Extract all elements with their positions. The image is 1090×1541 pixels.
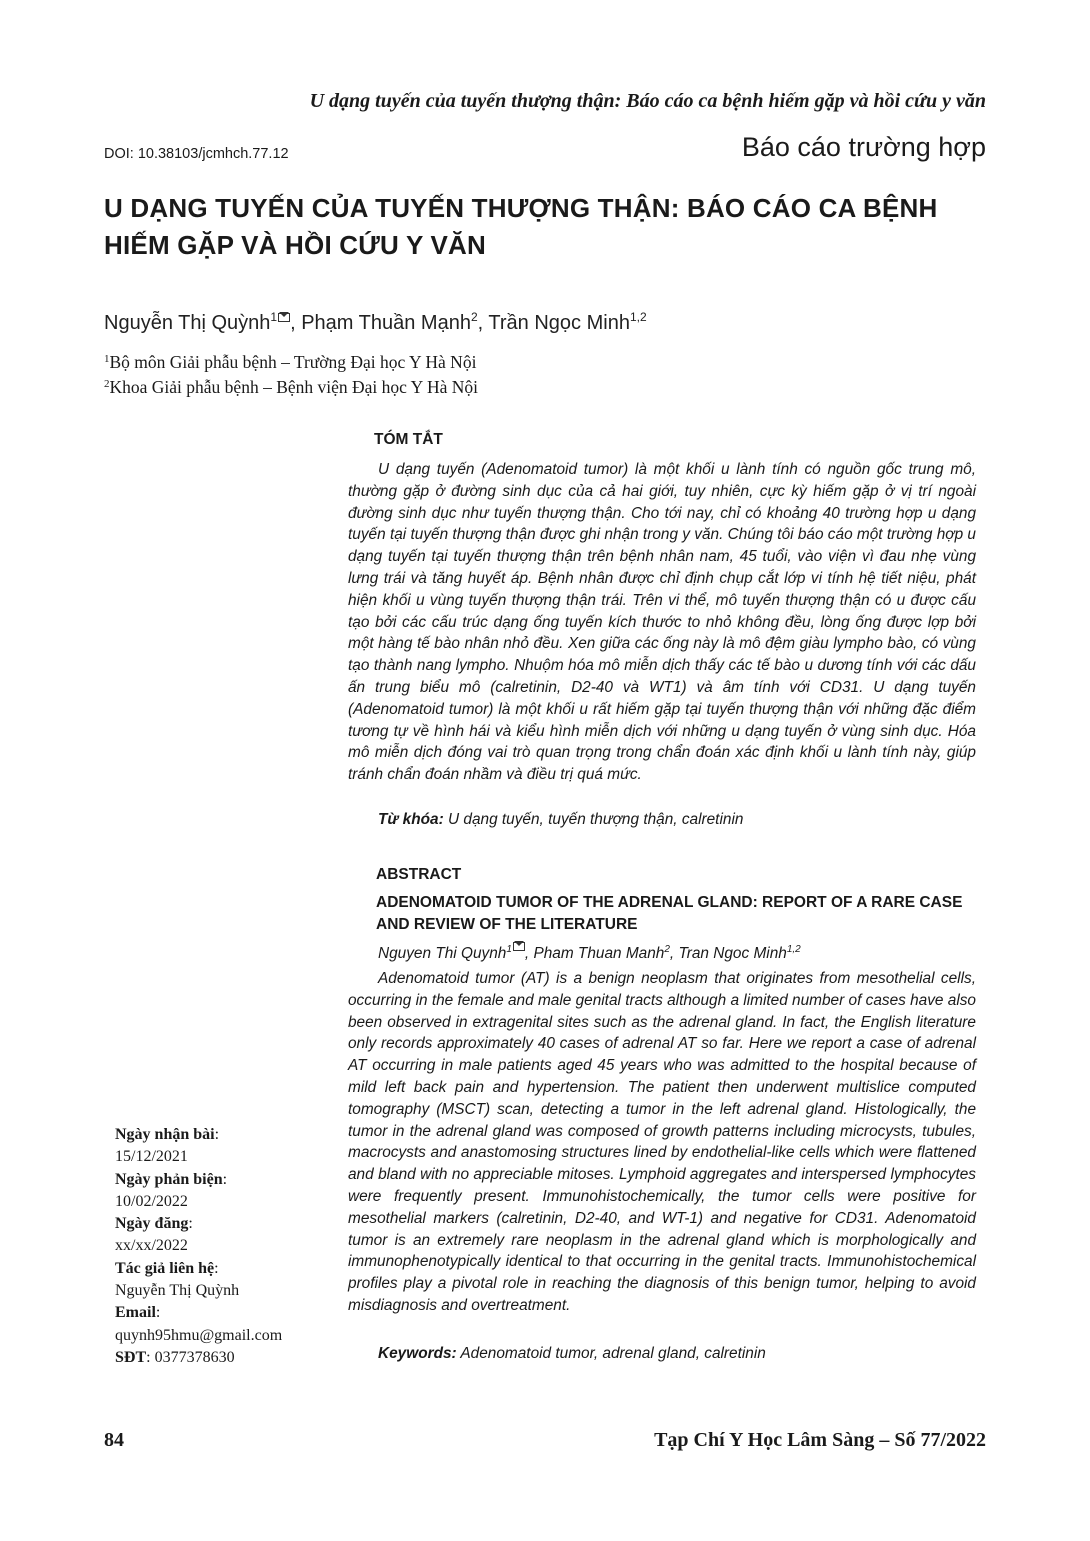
abstract-authors: Nguyen Thi Quynh$^1$ , Pham Thuan Manh$^2$, Tran Ngoc Minh$^{1,2}$	[378, 944, 801, 962]
article-info: Ngày nhận bài: 15/12/2021 Ngày phản biện: 10/02/2022 Ngày đăng: xx/xx/2022 Tác giả liên hệ: Nguyễn Thị Quỳnh Email: quynh95hmu@gmail.com SĐT: 0377378630	[115, 1124, 335, 1369]
mail-icon	[513, 942, 525, 951]
abstract-keywords	[348, 1345, 1006, 1363]
affiliation	[104, 352, 476, 373]
article-title: U DẠNG TUYẾN CỦA TUYẾN THƯỢNG THẬN: BÁO CÁO CA BỆNH HIẾM GẶP VÀ HỒI CỨU Y VĂN	[104, 193, 938, 260]
abstract-title: ADENOMATOID TUMOR OF THE ADRENAL GLAND: REPORT OF A RARE CASE AND REVIEW OF THE LITERATURE	[376, 894, 963, 933]
affiliation-text: Khoa Giải phẫu bệnh – Bệnh viện Đại học Y Hà Nội	[109, 377, 479, 397]
author-name: Nguyen Thi Quynh	[378, 945, 507, 962]
phone-label: SĐT	[115, 1348, 147, 1366]
author-list: Nguyễn Thị Quỳnh$^1$ , Phạm Thuần Mạnh$^2$, Trần Ngọc Minh$^{1,2}$	[104, 310, 647, 334]
tom-tat-heading: TÓM TẮT	[374, 431, 443, 448]
author-name: Tran Ngoc Minh	[678, 945, 787, 962]
keywords-label: Keywords:	[378, 1345, 457, 1362]
running-title: U dạng tuyến của tuyến thượng thận: Báo cáo ca bệnh hiếm gặp và hồi cứu y văn	[309, 90, 986, 112]
author-affiliation: 1,2	[629, 310, 647, 324]
author-name: Pham Thuan Manh	[533, 945, 665, 962]
email-label: Email	[115, 1304, 156, 1322]
page-number: 84	[104, 1429, 124, 1451]
mail-icon	[278, 313, 290, 322]
keywords-text: U dạng tuyến, tuyến thượng thận, calretinin	[448, 811, 744, 828]
tom-tat-keywords	[348, 811, 1006, 829]
corresponding-label: Tác giả liên hệ	[115, 1259, 215, 1277]
tom-tat-block	[348, 459, 976, 786]
author-affiliation: 2	[470, 310, 478, 324]
author-name: Trần Ngọc Minh	[488, 312, 630, 334]
keywords-label: Từ khóa:	[378, 811, 444, 828]
phone-number: 0377378630	[154, 1348, 235, 1366]
journal-name: Tạp Chí Y Học Lâm Sàng – Số 77/2022	[654, 1429, 986, 1451]
abstract-heading: ABSTRACT	[376, 866, 462, 883]
keywords-text: Adenomatoid tumor, adrenal gland, calretinin	[460, 1345, 766, 1362]
received-date: 15/12/2021	[115, 1148, 188, 1166]
author-name: Nguyễn Thị Quỳnh	[104, 312, 271, 334]
author-name: Phạm Thuần Mạnh	[301, 312, 471, 334]
author-affiliation: 2	[664, 944, 670, 955]
affiliation-number: 2	[104, 378, 110, 390]
reviewed-date: 10/02/2022	[115, 1192, 188, 1210]
received-label: Ngày nhận bài	[115, 1126, 215, 1143]
abstract-block	[348, 968, 976, 1317]
reviewed-label: Ngày phản biện	[115, 1170, 223, 1188]
tom-tat-text: U dạng tuyến (Adenomatoid tumor) là một khối u lành tính có nguồn gốc trung mô, thường gặp ở đường sinh dục của cả hai giới, tuy nhiên, cực kỳ hiếm gặp ở vị trí ngoài đường sinh dục như tuyến thượng thận. Cho tới nay, chỉ có khoảng 40 trường hợp u dạng tuyến tại tuyến thượng thận được ghi nhận trong y văn. Chúng tôi báo cáo một trường hợp u dạng tuyến tại tuyến thượng thận trên bệnh nhân nam, 45 tuổi, vào viện vì đau nhẹ vùng lưng trái và tăng huyết áp. Bệnh nhân được chỉ định chụp cắt lớp vi tính hệ tiết niệu, phát hiện khối u vùng tuyến thượng thận trái. Trên vi thể, mô tuyến thượng thận có u được cấu tạo bởi các cấu trúc dạng ống tuyến kích thước to nhỏ không đều, lòng ống được lợp bởi một hàng tế bào nhân nhỏ đều. Xen giữa các ống này là mô đệm giàu lympho bào, có vùng tạo thành nang lympho. Nhuộm hóa mô miễn dịch thấy các tế bào u dương tính với các dấu ấn trung biểu mô (calretinin, D2-40 và WT1) và âm tính với CD31. U dạng tuyến (Adenomatoid tumor) là một khối u rất hiếm gặp tại tuyến thượng thận với những đặc điểm tương tự về hình hái và kiểu hình miễn dịch với những u dạng tuyến ở vùng sinh dục. Hóa mô miễn dịch đóng vai trò quan trọng trong chẩn đoán xác định khối u lành tính này, giúp tránh chẩn đoán nhầm và điều trị quá mức.	[348, 461, 976, 784]
published-date: xx/xx/2022	[115, 1237, 188, 1255]
published-label: Ngày đăng	[115, 1215, 189, 1233]
corresponding-author: Nguyễn Thị Quỳnh	[115, 1282, 240, 1300]
affiliation-number: 1	[104, 353, 110, 365]
author-affiliation: 1	[270, 310, 278, 324]
author-affiliation: 1	[506, 944, 512, 955]
affiliation-text: Bộ môn Giải phẫu bệnh – Trường Đại học Y Hà Nội	[109, 352, 477, 372]
section-type: Báo cáo trường hợp	[741, 132, 986, 162]
email-address: quynh95hmu@gmail.com	[115, 1326, 283, 1344]
author-affiliation: 1,2	[786, 944, 801, 955]
doi: DOI: 10.38103/jcmhch.77.12	[104, 146, 289, 162]
abstract-text: Adenomatoid tumor (AT) is a benign neoplasm that originates from mesothelial cells, occurring in the female and male genital tracts although a limited number of cases have also been observed in extragenital sites such as the adrenal gland. In fact, the English literature only records approximately 40 cases of adrenal AT so far. Here we report a case of adrenal AT occurring in male patients aged 45 years who was admitted to the hospital because of mild left back pain and hypertension. The patient then underwent multislice computed tomography (MSCT) scan, detecting a tumor in the left adrenal gland. Histologically, the tumor in the adrenal gland was composed of growth patterns including microcysts, tubules, macrocysts and anastomosing structures lined by endothelial-like cells which were flattened and bland with no appreciable mitoses. Lymphoid aggregates and interspersed lymphocytes were frequently present. Immunohistochemically, the tumor cells were positive for mesothelial markers (calretinin, D2-40, and WT-1) and negative for CD31. Adenomatoid tumor is an extremely rare neoplasm in the adrenal gland which is morphologically and immunophenotypically identical to that occurring in the genital tracts. Immunohistochemical profiles play a pivotal role in reaching the diagnosis of this benign tumor, helping to avoid misdiagnosis and overtreatment.	[348, 970, 976, 1314]
affiliation	[104, 377, 478, 398]
